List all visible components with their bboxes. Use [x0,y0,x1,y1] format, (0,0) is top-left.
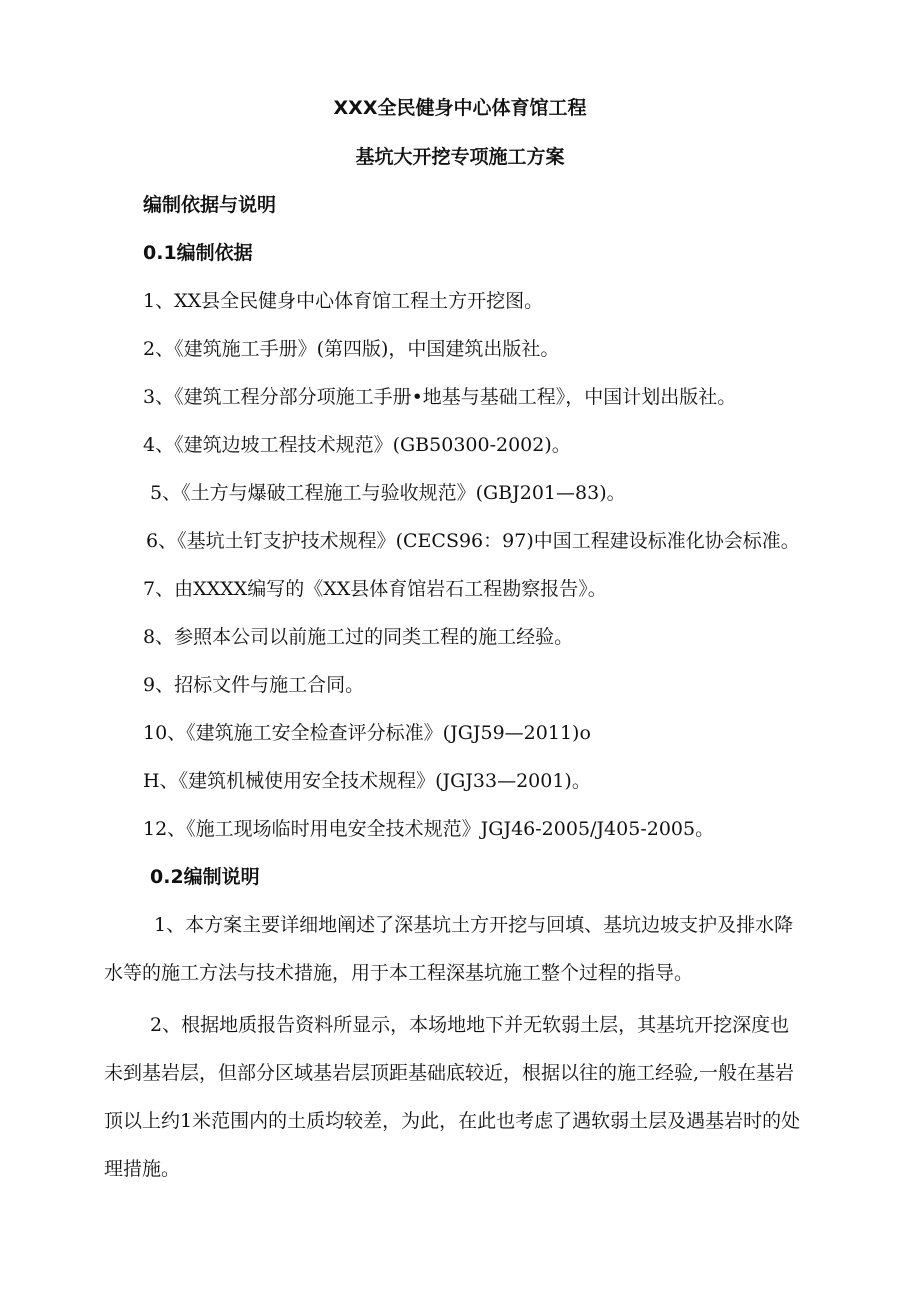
paragraph-line: 水等的施工方法与技术措施，用于本工程深基坑施工整个过程的指导。 [104,962,694,984]
basis-item: 6、《基坑土钉支护技术规程》(CECS96：97)中国工程建设标准化协会标准。 [146,530,800,552]
basis-item: 10、《建筑施工安全检查评分标准》(JGJ59—2011)o [143,722,591,744]
document-title: XXX全民健身中心体育馆工程 [333,97,587,119]
subsection-heading-notes: 0.2编制说明 [150,866,260,888]
basis-item: 1、XX县全民健身中心体育馆工程土方开挖图。 [143,290,544,312]
section-heading: 编制依据与说明 [143,194,277,216]
basis-item: 9、招标文件与施工合同。 [143,674,365,696]
paragraph-line: 未到基岩层，但部分区域基岩层顶距基础底较近，根据以往的施工经验,一般在基岩 [104,1062,795,1084]
document-subtitle: 基坑大开挖专项施工方案 [355,146,565,168]
basis-item: 2、《建筑施工手册》(第四版)，中国建筑出版社。 [143,338,560,360]
paragraph-line: 顶以上约1米范围内的土质均较差，为此，在此也考虑了遇软弱土层及遇基岩时的处 [104,1110,801,1132]
paragraph-line: 1、本方案主要详细地阐述了深基坑土方开挖与回填、基坑边坡支护及排水降 [154,914,794,936]
basis-item: 12、《施工现场临时用电安全技术规范》JGJ46-2005/J405-2005。 [143,818,715,840]
basis-item: 8、参照本公司以前施工过的同类工程的施工经验。 [143,626,574,648]
subsection-heading-basis: 0.1编制依据 [143,242,253,264]
basis-item: 7、由XXXX编写的《XX县体育馆岩石工程勘察报告》。 [143,578,607,600]
paragraph-line: 理措施。 [104,1158,181,1180]
paragraph-line: 2、根据地质报告资料所显示，本场地地下并无软弱土层，其基坑开挖深度也 [150,1014,790,1036]
basis-item: H、《建筑机械使用安全技术规程》(JGJ33—2001)。 [143,770,591,792]
basis-item: 4、《建筑边坡工程技术规范》(GB50300-2002)。 [143,434,571,456]
basis-item: 5、《土方与爆破工程施工与验收规范》(GBJ201—83)。 [150,482,626,504]
basis-item: 3、《建筑工程分部分项施工手册•地基与基础工程》，中国计划出版社。 [143,386,737,408]
